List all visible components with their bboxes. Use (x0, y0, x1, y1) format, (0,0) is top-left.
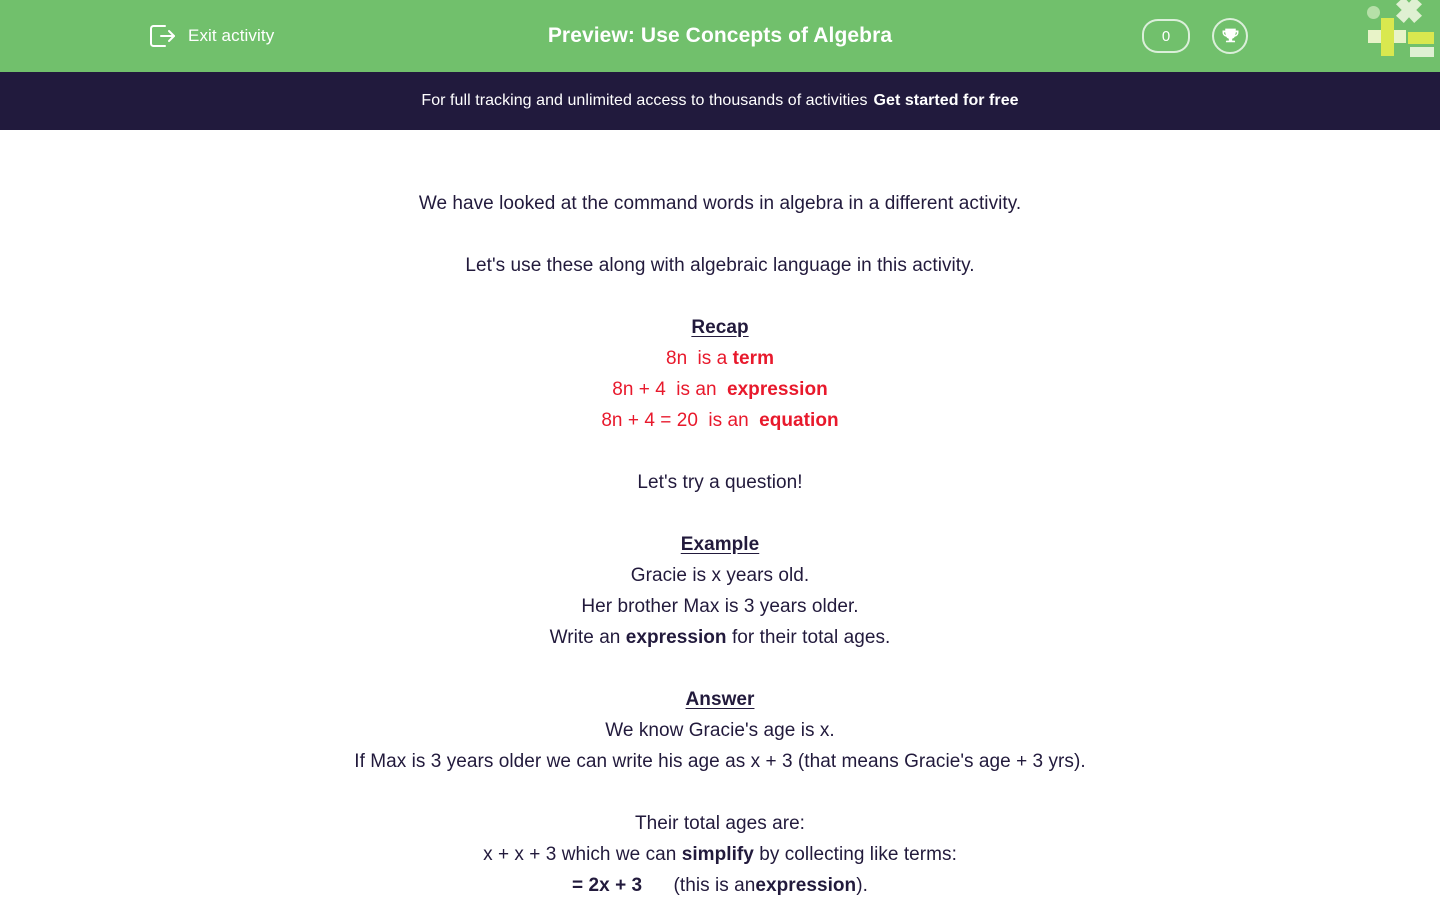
trophy-icon (1220, 26, 1241, 47)
intro-line-1: We have looked at the command words in algebra in a different activity. (418, 193, 1022, 214)
header-actions (1142, 0, 1248, 72)
result-line (0, 870, 1440, 900)
recap-3-middle: is an (708, 410, 749, 431)
spacer (0, 498, 1440, 529)
recap-line-3 (0, 405, 1440, 436)
simplify-bold: simplify (681, 844, 754, 865)
answer-heading: Answer (685, 689, 755, 710)
spacer (0, 436, 1440, 467)
deco-bar-pale (1410, 47, 1434, 57)
total-ages-line: Their total ages are: (634, 813, 806, 834)
decorative-shapes (1360, 0, 1440, 60)
page-title: Preview: Use Concepts of Algebra (547, 24, 893, 47)
answer-line-2: If Max is 3 years older we can write his age as x + 3 (that means Gracie's age + 3 yrs). (354, 751, 1086, 772)
deco-plus-center (1381, 30, 1394, 43)
deco-cross-icon (1396, 0, 1422, 23)
spacer (0, 281, 1440, 312)
promo-text: For full tracking and unlimited access to thousands of activities (421, 92, 868, 109)
spacer (0, 219, 1440, 250)
recap-heading: Recap (691, 317, 749, 338)
result-equation: = 2x + 3 (572, 875, 643, 896)
deco-bar-yellow (1408, 32, 1434, 44)
deco-plus-horizontal (1368, 30, 1406, 43)
example-3-post: for their total ages. (731, 627, 891, 648)
activity-content (0, 130, 1440, 900)
answer-line-1: We know Gracie's age is x. (605, 720, 835, 741)
recap-2-label: expression (726, 379, 828, 400)
intro-line-2: Let's use these along with algebraic language in this activity. (465, 255, 975, 276)
result-pre: (this is an (673, 875, 756, 896)
simplify-line (0, 839, 1440, 870)
score-value: 0 (1161, 27, 1171, 45)
simplify-post: by collecting like terms: (759, 844, 957, 865)
result-bold: expression (755, 875, 857, 896)
spacer (0, 653, 1440, 684)
recap-3-term: 8n + 4 = 20 (601, 410, 699, 431)
example-line-1: Gracie is x years old. (630, 565, 810, 586)
exit-activity-label: Exit activity (188, 26, 275, 45)
example-line-2: Her brother Max is 3 years older. (581, 596, 859, 617)
example-3-bold: expression (625, 627, 727, 648)
recap-2-term: 8n + 4 (612, 379, 666, 400)
app-header (0, 0, 1440, 72)
example-3-pre: Write an (549, 627, 621, 648)
get-started-link[interactable]: Get started for free (873, 92, 1019, 109)
trophy-button[interactable] (1212, 18, 1248, 54)
recap-line-2 (0, 374, 1440, 405)
result-post: ). (856, 875, 868, 896)
exit-arrow-icon (148, 23, 176, 49)
recap-1-term: 8n (665, 348, 688, 369)
example-line-3 (0, 622, 1440, 653)
recap-2-middle: is an (676, 379, 717, 400)
example-heading: Example (680, 534, 760, 555)
spacer (0, 777, 1440, 808)
deco-circle-icon (1367, 6, 1380, 19)
recap-1-middle: is a (697, 348, 728, 369)
deco-plus-vertical (1381, 18, 1394, 56)
try-question-line: Let's try a question! (637, 472, 803, 493)
score-badge[interactable] (1142, 19, 1190, 53)
exit-activity-button[interactable] (148, 0, 274, 72)
simplify-pre: x + x + 3 which we can (483, 844, 677, 865)
recap-line-1 (0, 343, 1440, 374)
promo-banner (0, 72, 1440, 130)
recap-1-label: term (732, 348, 775, 369)
recap-3-label: equation (759, 410, 839, 431)
